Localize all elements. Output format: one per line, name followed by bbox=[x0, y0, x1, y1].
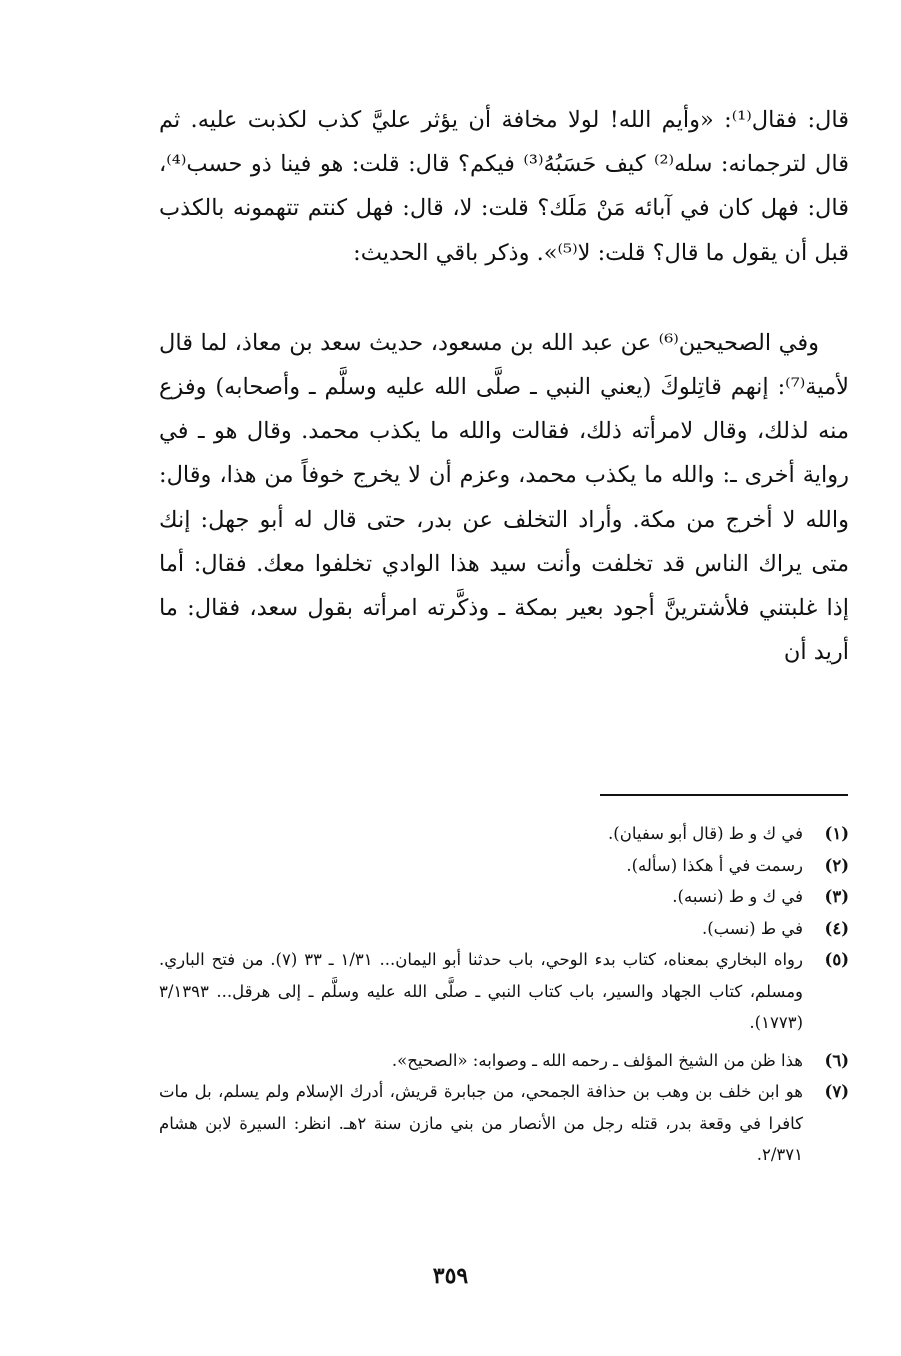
footnote-text: رواه البخاري بمعناه، كتاب بدء الوحي، باب حدثنا أبو اليمان... ١/٣١ ـ ٣٣ (٧). من فتح الباري. ومسلم، كتاب الجهاد والسير، باب كتاب النبي ـ صلَّى الله عليه وسلَّم ـ إلى هرقل... ٣/١٣٩٣ (١٧٧٣). bbox=[159, 950, 803, 1032]
page-number: ٣٥٩ bbox=[432, 1263, 469, 1289]
footnote-text: في ك و ط (قال أبو سفيان). bbox=[608, 824, 803, 843]
footnote-number: (٤) bbox=[824, 918, 849, 938]
footnote-6 bbox=[159, 1045, 849, 1077]
footnote-1 bbox=[159, 818, 849, 850]
footnote-7 bbox=[159, 1076, 849, 1171]
footnote-number: (٦) bbox=[824, 1050, 849, 1070]
footnote-divider bbox=[600, 794, 848, 796]
paragraph-1: قال: فقال⁽¹⁾: «وأيم الله! لولا مخافة أن يؤثر عليَّ كذب لكذبت عليه. ثم قال لترجمانه: سله⁽²⁾ كيف حَسَبُهُ⁽³⁾ فيكم؟ قال: قلت: هو فينا ذو حسب⁽⁴⁾، قال: فهل كان في آبائه مَنْ مَلَك؟ قلت: لا، قال: فهل كنتم تتهمونه بالكذب قبل أن يقول ما قال؟ قلت: لا⁽⁵⁾». وذكر باقي الحديث: bbox=[159, 107, 850, 266]
footnote-number: (٣) bbox=[824, 887, 849, 906]
footnote-5 bbox=[159, 944, 849, 1039]
footnote-text: هو ابن خلف بن وهب بن حذافة الجمحي، من جبابرة قريش، أدرك الإسلام ولم يسلم، بل مات كافرا في وقعة بدر، قتله رجل من الأنصار من بني مازن سنة ٢هـ. انظر: السيرة لابن هشام ٢/٣٧١. bbox=[159, 1082, 803, 1164]
footnote-text: هذا ظن من الشيخ المؤلف ـ رحمه الله ـ وصوابه: «الصحيح». bbox=[391, 1050, 803, 1070]
footnote-2 bbox=[159, 850, 849, 882]
footnote-3 bbox=[159, 881, 849, 913]
footnote-number: (٢) bbox=[824, 855, 849, 875]
footnote-text: رسمت في أ هكذا (سأله). bbox=[626, 855, 803, 875]
footnote-4 bbox=[159, 913, 849, 945]
footnotes bbox=[159, 818, 849, 1171]
footnote-number: (١) bbox=[824, 824, 849, 843]
footnote-number: (٧) bbox=[824, 1082, 849, 1101]
footnote-text: في ك و ط (نسبه). bbox=[672, 887, 803, 906]
main-text bbox=[159, 98, 849, 674]
footnote-number: (٥) bbox=[824, 950, 849, 969]
paragraph-gap bbox=[159, 275, 849, 321]
paragraph-2: وفي الصحيحين⁽⁶⁾ عن عبد الله بن مسعود، حديث سعد بن معاذ، لما قال لأمية⁽⁷⁾: إنهم قاتِلوكَ (يعني النبي ـ صلَّى الله عليه وسلَّم ـ وأصحابه) وفزع منه لذلك، وقال لامرأته ذلك، فقالت والله ما يكذب محمد. وقال هو ـ في رواية أخرى ـ: والله ما يكذب محمد، وعزم أن لا يخرج خوفاً من هذا، وقال: والله لا أخرج من مكة. وأراد التخلف عن بدر، حتى قال له أبو جهل: إنك متى يراك الناس قد تخلفت وأنت سيد هذا الوادي تخلفوا معك. فقال: أما إذا غلبتني فلأشترينَّ أجود بعير بمكة ـ وذكَّرته امرأته بقول سعد، فقال: ما أريد أن bbox=[159, 329, 849, 666]
footnote-text: في ط (نسب). bbox=[701, 918, 803, 938]
